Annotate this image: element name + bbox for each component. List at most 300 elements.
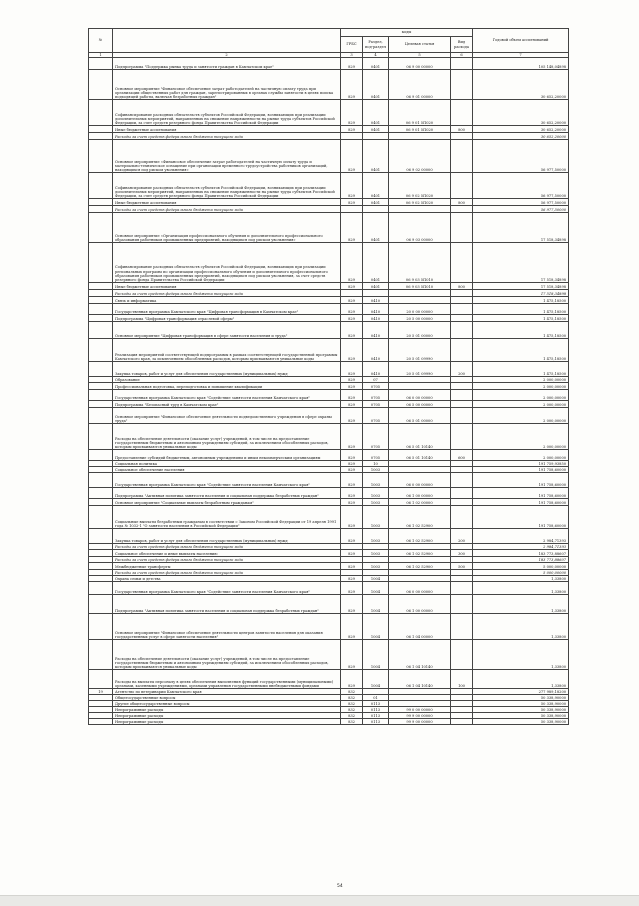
celevaya-code-cell: 06 1 02 52900 bbox=[389, 529, 451, 544]
vid-code-cell bbox=[451, 506, 473, 529]
amount-cell: 1 475,18500 bbox=[473, 315, 569, 322]
row-name-cell: Расходы на выплаты персоналу в целях обеспечения выполнения функций государственными (муниципальными) органами, казенными учреждениями, органами управления государственными внебюджетными фондами bbox=[113, 670, 341, 689]
table-row bbox=[89, 126, 569, 133]
razdel-code-cell: 0401 bbox=[363, 243, 389, 283]
amount-cell: 17 518,34898 bbox=[473, 213, 569, 243]
row-name-cell: Основное мероприятие «Организация профессионального обучения и дополнительного профессионального образования работников промышленных предприятий, находящихся под риском увольнения» bbox=[113, 213, 341, 243]
amount-cell: 17 518,34898 bbox=[473, 283, 569, 290]
grbs-code-cell: 829 bbox=[341, 408, 363, 424]
row-name-cell: Подпрограмма "Активная политика занятости населения и социальная поддержка безработных граждан" bbox=[113, 595, 341, 614]
celevaya-code-cell: 06 9 01 5П020 bbox=[389, 100, 451, 126]
razdel-code-cell: 0401 bbox=[363, 283, 389, 290]
celevaya-code-cell: 06 9 00 00000 bbox=[389, 58, 451, 70]
vid-code-cell: 600 bbox=[451, 450, 473, 461]
row-number-cell bbox=[89, 563, 113, 570]
row-name-cell: Софинансирование расходных обязательств субъектов Российской Федерации, возникающих при реализации дополнительных мероприятий, направленных на снижение напряженности на рынке труда субъектов Российской Федерации, за счет средств резервного фонда Правительства Российской Федерации bbox=[113, 173, 341, 199]
row-number-cell bbox=[89, 206, 113, 213]
grbs-code-cell bbox=[341, 290, 363, 297]
amount-cell: 50 338,90000 bbox=[473, 707, 569, 713]
amount-cell: 277 989,18200 bbox=[473, 689, 569, 695]
row-number-cell: 19 bbox=[89, 689, 113, 695]
amount-cell: 1 475,18500 bbox=[473, 304, 569, 315]
table-row bbox=[89, 488, 569, 499]
amount-cell: 191 758,60000 bbox=[473, 499, 569, 506]
celevaya-code-cell: 06 5 01 10140 bbox=[389, 450, 451, 461]
amount-cell: 1 475,18500 bbox=[473, 362, 569, 377]
row-name-cell: Агентство по ветеринарии Камчатского края bbox=[113, 689, 341, 695]
row-name-cell: Социальные выплаты безработным гражданам в соответствии с Законом Российской Федерации от 19 апреля 1991 года № 1032-1 "О занятости населения в Российской Федерации" bbox=[113, 506, 341, 529]
amount-cell: 1 475,18500 bbox=[473, 297, 569, 304]
row-number-cell bbox=[89, 488, 113, 499]
vid-code-cell bbox=[451, 304, 473, 315]
table-row bbox=[89, 719, 569, 725]
row-name-cell: Связь и информатика bbox=[113, 297, 341, 304]
amount-cell: 50 338,90000 bbox=[473, 701, 569, 707]
table-row bbox=[89, 297, 569, 304]
column-header-name bbox=[113, 29, 341, 53]
razdel-code-cell: 0401 bbox=[363, 126, 389, 133]
celevaya-code-cell: 99 9 00 00000 bbox=[389, 713, 451, 719]
vid-code-cell bbox=[451, 100, 473, 126]
vid-code-cell bbox=[451, 408, 473, 424]
amount-cell: 183 773,88607 bbox=[473, 550, 569, 557]
razdel-code-cell: 1004 bbox=[363, 576, 389, 582]
row-number-cell bbox=[89, 390, 113, 401]
celevaya-code-cell: 99 0 00 00000 bbox=[389, 707, 451, 713]
budget-table bbox=[88, 28, 569, 725]
amount-cell: 2 000,00000 bbox=[473, 383, 569, 390]
row-name-cell: Основное мероприятие «Финансовое обеспечение затрат работодателей на частичную оплату труда и материально-техническое оснащение при организации временного трудоустройства работников организаций, находящихся под риском увольнения» bbox=[113, 140, 341, 173]
row-name-cell: Иные бюджетные ассигнования bbox=[113, 199, 341, 206]
grbs-code-cell: 829 bbox=[341, 140, 363, 173]
row-name-cell: Социальное обеспечение и иные выплаты населению bbox=[113, 550, 341, 557]
table-row bbox=[89, 383, 569, 390]
celevaya-code-cell bbox=[389, 383, 451, 390]
row-number-cell bbox=[89, 100, 113, 126]
grbs-code-cell: 832 bbox=[341, 707, 363, 713]
row-number-cell bbox=[89, 550, 113, 557]
amount-cell: 191 758,60000 bbox=[473, 506, 569, 529]
table-row bbox=[89, 670, 569, 689]
table-row bbox=[89, 58, 569, 70]
razdel-code-cell: 0113 bbox=[363, 701, 389, 707]
vid-code-cell bbox=[451, 488, 473, 499]
razdel-code-cell: 01 bbox=[363, 695, 389, 701]
amount-cell: 1 475,18500 bbox=[473, 322, 569, 339]
razdel-code-cell: 0410 bbox=[363, 297, 389, 304]
row-name-cell: Расходы за счет средств федерального бюджета текущего года bbox=[113, 133, 341, 140]
celevaya-code-cell: 06 5 01 10140 bbox=[389, 424, 451, 450]
razdel-code-cell: 0410 bbox=[363, 339, 389, 362]
table-row bbox=[89, 213, 569, 243]
amount-cell: 17 518,34898 bbox=[473, 290, 569, 297]
row-name-cell: Софинансирование расходных обязательств субъектов Российской Федерации, возникающих при реализации дополнительных мероприятий, направленных на снижение напряженности на рынке труда субъектов Российской Федерации, за счет средств резервного фонда Правительства Российской Федерации bbox=[113, 100, 341, 126]
razdel-code-cell bbox=[363, 206, 389, 213]
table-row bbox=[89, 424, 569, 450]
vid-code-cell: 800 bbox=[451, 283, 473, 290]
row-number-cell bbox=[89, 140, 113, 173]
razdel-code-cell: 0401 bbox=[363, 213, 389, 243]
grbs-code-cell: 829 bbox=[341, 488, 363, 499]
grbs-code-cell: 829 bbox=[341, 640, 363, 670]
row-number-cell bbox=[89, 126, 113, 133]
row-name-cell: Социальная политика bbox=[113, 461, 341, 467]
row-number-cell bbox=[89, 58, 113, 70]
row-number-cell bbox=[89, 199, 113, 206]
table-row bbox=[89, 243, 569, 283]
row-number-cell bbox=[89, 362, 113, 377]
celevaya-code-cell: 06 1 00 00000 bbox=[389, 595, 451, 614]
vid-code-cell bbox=[451, 173, 473, 199]
celevaya-code-cell: 06 1 04 10140 bbox=[389, 670, 451, 689]
amount-cell: 1,33800 bbox=[473, 582, 569, 595]
vid-code-cell bbox=[451, 206, 473, 213]
vid-code-cell bbox=[451, 614, 473, 640]
vid-code-cell bbox=[451, 315, 473, 322]
grbs-code-cell: 829 bbox=[341, 377, 363, 383]
grbs-code-cell: 829 bbox=[341, 563, 363, 570]
table-row bbox=[89, 614, 569, 640]
amount-cell: 2 000,00000 bbox=[473, 390, 569, 401]
page-number: 54 bbox=[337, 884, 343, 889]
table-row bbox=[89, 401, 569, 408]
row-name-cell: Подпрограмма "Поддержка рынка труда и занятости граждан в Камчатском крае" bbox=[113, 58, 341, 70]
amount-cell: 5 000,00000 bbox=[473, 570, 569, 576]
row-number-cell bbox=[89, 304, 113, 315]
celevaya-code-cell: 20 5 01 09990 bbox=[389, 339, 451, 362]
table-row bbox=[89, 473, 569, 488]
celevaya-code-cell: 06 0 00 00000 bbox=[389, 582, 451, 595]
page-edge bbox=[0, 895, 639, 906]
row-number-cell bbox=[89, 424, 113, 450]
celevaya-code-cell: 06 9 02 5П020 bbox=[389, 199, 451, 206]
amount-cell: 30 652,20000 bbox=[473, 133, 569, 140]
amount-cell: 2 984,71393 bbox=[473, 529, 569, 544]
amount-cell: 30 652,20000 bbox=[473, 100, 569, 126]
row-number-cell bbox=[89, 473, 113, 488]
amount-cell: 56 977,50000 bbox=[473, 199, 569, 206]
row-name-cell: Подпрограмма "Цифровая трансформация отраслевой сферы" bbox=[113, 315, 341, 322]
grbs-code-cell: 829 bbox=[341, 339, 363, 362]
table-row bbox=[89, 499, 569, 506]
amount-cell: 30 652,20000 bbox=[473, 70, 569, 100]
vid-code-cell bbox=[451, 297, 473, 304]
table-row bbox=[89, 199, 569, 206]
table-row bbox=[89, 390, 569, 401]
razdel-code-cell: 1003 bbox=[363, 506, 389, 529]
amount-cell: 1,33800 bbox=[473, 640, 569, 670]
vid-code-cell bbox=[451, 640, 473, 670]
grbs-code-cell: 829 bbox=[341, 304, 363, 315]
grbs-code-cell: 829 bbox=[341, 322, 363, 339]
row-name-cell: Расходы за счет средств федерального бюджета текущего года bbox=[113, 206, 341, 213]
celevaya-code-cell: 06 1 02 52900 bbox=[389, 550, 451, 557]
amount-cell: 50 338,90000 bbox=[473, 713, 569, 719]
grbs-code-cell: 829 bbox=[341, 243, 363, 283]
razdel-code-cell: 0401 bbox=[363, 199, 389, 206]
vid-code-cell bbox=[451, 401, 473, 408]
table-row bbox=[89, 582, 569, 595]
row-name-cell: Государственная программа Камчатского края "Цифровая трансформация в Камчатском крае" bbox=[113, 304, 341, 315]
table-row bbox=[89, 595, 569, 614]
vid-code-cell: 800 bbox=[451, 199, 473, 206]
amount-cell: 1,33800 bbox=[473, 576, 569, 582]
razdel-code-cell: 1004 bbox=[363, 582, 389, 595]
column-header-vid: Вид расхода bbox=[451, 37, 473, 53]
row-name-cell: Подпрограмма "Безопасный труд в Камчатском крае" bbox=[113, 401, 341, 408]
razdel-code-cell: 1003 bbox=[363, 467, 389, 473]
row-name-cell: Непрограммные расходы bbox=[113, 719, 341, 725]
amount-cell: 2 000,00000 bbox=[473, 401, 569, 408]
amount-cell: 1,33800 bbox=[473, 670, 569, 689]
celevaya-code-cell: 06 9 02 00000 bbox=[389, 140, 451, 173]
celevaya-code-cell: 06 5 01 00000 bbox=[389, 408, 451, 424]
amount-cell: 50 338,90000 bbox=[473, 695, 569, 701]
column-index: 5 bbox=[389, 53, 451, 58]
amount-cell: 2 000,00000 bbox=[473, 424, 569, 450]
row-name-cell: Охрана семьи и детства bbox=[113, 576, 341, 582]
razdel-code-cell: 0705 bbox=[363, 408, 389, 424]
row-name-cell: Иные бюджетные ассигнования bbox=[113, 283, 341, 290]
razdel-code-cell: 1003 bbox=[363, 499, 389, 506]
table-row bbox=[89, 322, 569, 339]
grbs-code-cell: 829 bbox=[341, 614, 363, 640]
grbs-code-cell: 829 bbox=[341, 100, 363, 126]
table-row bbox=[89, 450, 569, 461]
amount-cell: 1 475,18500 bbox=[473, 339, 569, 362]
celevaya-code-cell: 20 5 01 00000 bbox=[389, 322, 451, 339]
column-index: 3 bbox=[341, 53, 363, 58]
row-number-cell bbox=[89, 499, 113, 506]
grbs-code-cell: 829 bbox=[341, 390, 363, 401]
razdel-code-cell: 0401 bbox=[363, 140, 389, 173]
amount-cell: 50 338,90000 bbox=[473, 719, 569, 725]
grbs-code-cell: 829 bbox=[341, 461, 363, 467]
amount-cell: 183 773,88607 bbox=[473, 557, 569, 563]
row-name-cell: Расходы за счет средств федерального бюджета текущего года bbox=[113, 557, 341, 563]
celevaya-code-cell: 06 1 04 00000 bbox=[389, 614, 451, 640]
celevaya-code-cell bbox=[389, 133, 451, 140]
column-header-number: № bbox=[89, 29, 113, 53]
table-row bbox=[89, 315, 569, 322]
row-name-cell: Закупка товаров, работ и услуг для обеспечения государственных (муниципальных) нужд bbox=[113, 529, 341, 544]
grbs-code-cell: 829 bbox=[341, 550, 363, 557]
row-name-cell: Предоставление субсидий бюджетным, автономным учреждениям и иным некоммерческим организациям bbox=[113, 450, 341, 461]
vid-code-cell bbox=[451, 473, 473, 488]
grbs-code-cell: 829 bbox=[341, 199, 363, 206]
vid-code-cell bbox=[451, 243, 473, 283]
vid-code-cell bbox=[451, 582, 473, 595]
row-number-cell bbox=[89, 322, 113, 339]
razdel-code-cell: 1004 bbox=[363, 670, 389, 689]
row-number-cell bbox=[89, 401, 113, 408]
razdel-code-cell: 10 bbox=[363, 461, 389, 467]
grbs-code-cell: 829 bbox=[341, 499, 363, 506]
table-row bbox=[89, 290, 569, 297]
celevaya-code-cell: 06 9 03 5П010 bbox=[389, 243, 451, 283]
row-name-cell: Расходы за счет средств федерального бюджета текущего года bbox=[113, 290, 341, 297]
row-number-cell bbox=[89, 582, 113, 595]
table-row bbox=[89, 206, 569, 213]
row-name-cell: Основное мероприятие "Социальные выплаты безработным гражданам" bbox=[113, 499, 341, 506]
row-name-cell: Расходы на обеспечение деятельности (оказание услуг) учреждений, в том числе на предоставление государственным бюджетным и автономным учреждениям субсидий, за исключением обособленных расходов, которым присваиваются уникальные коды bbox=[113, 424, 341, 450]
row-name-cell: Непрограммные расходы bbox=[113, 713, 341, 719]
celevaya-code-cell: 06 0 00 00000 bbox=[389, 390, 451, 401]
razdel-code-cell: 1003 bbox=[363, 529, 389, 544]
razdel-code-cell: 0401 bbox=[363, 58, 389, 70]
row-name-cell: Образование bbox=[113, 377, 341, 383]
amount-cell: 1,33800 bbox=[473, 614, 569, 640]
row-name-cell: Государственная программа Камчатского края "Содействие занятости населения Камчатского края" bbox=[113, 473, 341, 488]
vid-code-cell: 100 bbox=[451, 670, 473, 689]
amount-cell: 191 758,60000 bbox=[473, 467, 569, 473]
grbs-code-cell: 832 bbox=[341, 713, 363, 719]
grbs-code-cell: 829 bbox=[341, 473, 363, 488]
razdel-code-cell: 0113 bbox=[363, 713, 389, 719]
table-row bbox=[89, 100, 569, 126]
column-index: 4 bbox=[363, 53, 389, 58]
column-index: 7 bbox=[473, 53, 569, 58]
table-row bbox=[89, 283, 569, 290]
table-row bbox=[89, 563, 569, 570]
razdel-code-cell: 1003 bbox=[363, 550, 389, 557]
row-name-cell: Межбюджетные трансферты bbox=[113, 563, 341, 570]
celevaya-code-cell bbox=[389, 290, 451, 297]
amount-cell: 2 000,00000 bbox=[473, 377, 569, 383]
vid-code-cell bbox=[451, 140, 473, 173]
row-name-cell: Софинансирование расходных обязательств субъектов Российской Федерации, возникающих при реализации региональных программ по организации профессионального обучения и дополнительного профессионального образования работников промышленных предприятий, находящихся под риском увольнения, за счет средств резервного фонда Правительства Российской Федерации bbox=[113, 243, 341, 283]
row-name-cell: Непрограммные расходы bbox=[113, 707, 341, 713]
razdel-code-cell: 0401 bbox=[363, 100, 389, 126]
table-header bbox=[89, 29, 569, 58]
row-number-cell bbox=[89, 243, 113, 283]
table-row bbox=[89, 362, 569, 377]
table-row bbox=[89, 506, 569, 529]
grbs-code-cell: 829 bbox=[341, 506, 363, 529]
grbs-code-cell bbox=[341, 133, 363, 140]
row-number-cell bbox=[89, 506, 113, 529]
celevaya-code-cell: 20 5 01 09990 bbox=[389, 362, 451, 377]
amount-cell: 56 977,50000 bbox=[473, 173, 569, 199]
grbs-code-cell: 829 bbox=[341, 670, 363, 689]
grbs-code-cell: 832 bbox=[341, 701, 363, 707]
table-row bbox=[89, 70, 569, 100]
amount-cell: 2 000,00000 bbox=[473, 450, 569, 461]
grbs-code-cell: 829 bbox=[341, 173, 363, 199]
amount-cell: 2 000,00000 bbox=[473, 408, 569, 424]
column-index: 1 bbox=[89, 53, 113, 58]
row-number-cell bbox=[89, 595, 113, 614]
grbs-code-cell: 829 bbox=[341, 467, 363, 473]
table-row bbox=[89, 408, 569, 424]
celevaya-code-cell bbox=[389, 206, 451, 213]
celevaya-code-cell: 20 0 00 00000 bbox=[389, 304, 451, 315]
row-number-cell bbox=[89, 640, 113, 670]
row-name-cell: Государственная программа Камчатского края "Содействие занятости населения Камчатского края" bbox=[113, 390, 341, 401]
amount-cell: 191 758,60000 bbox=[473, 473, 569, 488]
row-name-cell: Реализация мероприятий соответствующей подпрограммы в рамках соответствующей государственной программы Камчатского края, за исключением обособленных расходов, которым присваиваются уникальные коды bbox=[113, 339, 341, 362]
table-row bbox=[89, 140, 569, 173]
table-row bbox=[89, 339, 569, 362]
table-row bbox=[89, 529, 569, 544]
razdel-code-cell: 1003 bbox=[363, 563, 389, 570]
vid-code-cell bbox=[451, 499, 473, 506]
grbs-code-cell: 829 bbox=[341, 126, 363, 133]
table-row bbox=[89, 640, 569, 670]
vid-code-cell bbox=[451, 339, 473, 362]
row-number-cell bbox=[89, 529, 113, 544]
razdel-code-cell: 0705 bbox=[363, 424, 389, 450]
grbs-code-cell: 829 bbox=[341, 70, 363, 100]
row-number-cell bbox=[89, 213, 113, 243]
grbs-code-cell: 829 bbox=[341, 283, 363, 290]
row-name-cell: Основное мероприятие "Финансовое обеспечение затрат работодателей на частичную оплату труда при организации общественных работ для граждан, зарегистрированных в органах службы занятости в целях поиска подходящей работы, включая безработных граждан" bbox=[113, 70, 341, 100]
amount-cell: 191 758,60000 bbox=[473, 488, 569, 499]
column-header-codes: коды bbox=[341, 29, 473, 37]
row-name-cell: Основное мероприятие "Финансовое обеспечение деятельности подведомственного учреждения в сфере охраны труда" bbox=[113, 408, 341, 424]
row-name-cell: Основное мероприятие "Финансовое обеспечение деятельности центров занятости населения для оказания государственных услуг в сфере занятости населения" bbox=[113, 614, 341, 640]
column-header-celevaya: Целевая статья bbox=[389, 37, 451, 53]
razdel-code-cell: 0705 bbox=[363, 401, 389, 408]
razdel-code-cell: 0705 bbox=[363, 383, 389, 390]
razdel-code-cell bbox=[363, 133, 389, 140]
celevaya-code-cell: 06 1 00 00000 bbox=[389, 488, 451, 499]
celevaya-code-cell: 06 5 00 00000 bbox=[389, 401, 451, 408]
grbs-code-cell: 829 bbox=[341, 315, 363, 322]
amount-cell: 191 759,93850 bbox=[473, 461, 569, 467]
razdel-code-cell: 0113 bbox=[363, 719, 389, 725]
row-name-cell: Государственная программа Камчатского края "Содействие занятости населения Камчатского края" bbox=[113, 582, 341, 595]
razdel-code-cell: 0113 bbox=[363, 707, 389, 713]
column-header-razdel: Раздел, под-раздел bbox=[363, 37, 389, 53]
razdel-code-cell: 0705 bbox=[363, 450, 389, 461]
razdel-code-cell: 0410 bbox=[363, 315, 389, 322]
row-number-cell bbox=[89, 133, 113, 140]
celevaya-code-cell: 20 5 00 00000 bbox=[389, 315, 451, 322]
razdel-code-cell: 0705 bbox=[363, 390, 389, 401]
celevaya-code-cell: 06 9 03 5П010 bbox=[389, 283, 451, 290]
table-row bbox=[89, 173, 569, 199]
grbs-code-cell: 829 bbox=[341, 362, 363, 377]
row-name-cell: Другие общегосударственные вопросы bbox=[113, 701, 341, 707]
celevaya-code-cell: 06 1 04 10140 bbox=[389, 640, 451, 670]
razdel-code-cell: 0410 bbox=[363, 362, 389, 377]
celevaya-code-cell bbox=[389, 297, 451, 304]
razdel-code-cell bbox=[363, 290, 389, 297]
amount-cell: 2 984,71393 bbox=[473, 544, 569, 550]
grbs-code-cell: 832 bbox=[341, 695, 363, 701]
row-number-cell bbox=[89, 70, 113, 100]
celevaya-code-cell: 06 9 01 5П020 bbox=[389, 126, 451, 133]
vid-code-cell bbox=[451, 58, 473, 70]
row-number-cell bbox=[89, 614, 113, 640]
row-name-cell: Общегосударственные вопросы bbox=[113, 695, 341, 701]
amount-cell: 105 148,04898 bbox=[473, 58, 569, 70]
grbs-code-cell: 829 bbox=[341, 297, 363, 304]
amount-cell: 56 977,50000 bbox=[473, 140, 569, 173]
razdel-code-cell: 0401 bbox=[363, 173, 389, 199]
row-number-cell bbox=[89, 339, 113, 362]
vid-code-cell bbox=[451, 290, 473, 297]
row-name-cell: Подпрограмма "Активная политика занятости населения и социальная поддержка безработных граждан" bbox=[113, 488, 341, 499]
row-number-cell bbox=[89, 173, 113, 199]
grbs-code-cell bbox=[341, 206, 363, 213]
row-number-cell bbox=[89, 283, 113, 290]
vid-code-cell: 200 bbox=[451, 362, 473, 377]
vid-code-cell bbox=[451, 213, 473, 243]
grbs-code-cell: 829 bbox=[341, 529, 363, 544]
row-name-cell: Расходы за счет средств федерального бюджета текущего года bbox=[113, 570, 341, 576]
